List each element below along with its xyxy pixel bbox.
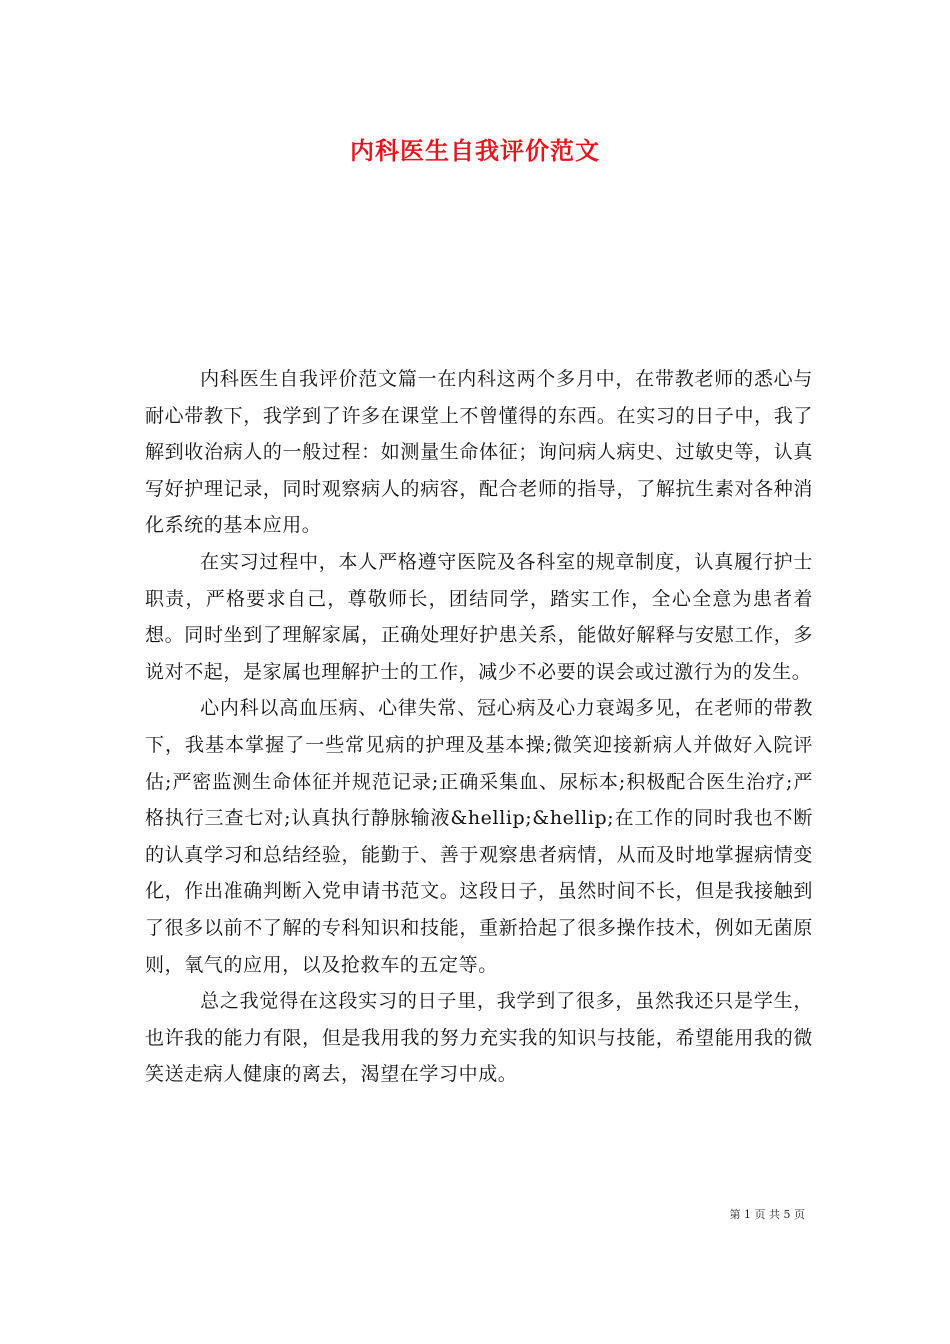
document-title: 内科医生自我评价范文 bbox=[350, 136, 600, 165]
paragraph-1: 内科医生自我评价范文篇一在内科这两个多月中，在带教老师的悉心与耐心带教下，我学到了许多在课堂上不曾懂得的东西。在实习的日子中，我了解到收治病人的一般过程：如测量生命体征；询问病人病史、过敏史等，认真写好护理记录，同时观察病人的病容，配合老师的指导，了解抗生素对各种消化系统的基本应用。 bbox=[145, 368, 813, 537]
paragraph-3: 心内科以高血压病、心律失常、冠心病及心力衰竭多见，在老师的带教下，我基本掌握了一些常见病的护理及基本操;微笑迎接新病人并做好入院评估;严密监测生命体征并规范记录;正确采集血、尿标本;积极配合医生治疗;严格执行三查七对;认真执行静脉输液&hellip;&hellip;在工作的同时我也不断的认真学习和总结经验，能勤于、善于观察患者病情，从而及时地掌握病情变化，作出准确判断入党申请书范文。这段日子，虽然时间不长，但是我接触到了很多以前不了解的专科知识和技能，重新拾起了很多操作技术，例如无菌原则，氧气的应用，以及抢救车的五定等。 bbox=[145, 697, 813, 976]
document-body bbox=[145, 361, 813, 1093]
paragraph-2: 在实习过程中，本人严格遵守医院及各科室的规章制度，认真履行护士职责，严格要求自己，尊敬师长，团结同学，踏实工作，全心全意为患者着想。同时坐到了理解家属，正确处理好护患关系，能做好解释与安慰工作，多说对不起，是家属也理解护士的工作，减少不必要的误会或过激行为的发生。 bbox=[145, 550, 813, 683]
paragraph-4: 总之我觉得在这段实习的日子里，我学到了很多，虽然我还只是学生，也许我的能力有限，但是我用我的努力充实我的知识与技能，希望能用我的微笑送走病人健康的离去，渴望在学习中成。 bbox=[145, 990, 813, 1086]
page-footer: 第 1 页 共 5 页 bbox=[729, 1208, 805, 1221]
